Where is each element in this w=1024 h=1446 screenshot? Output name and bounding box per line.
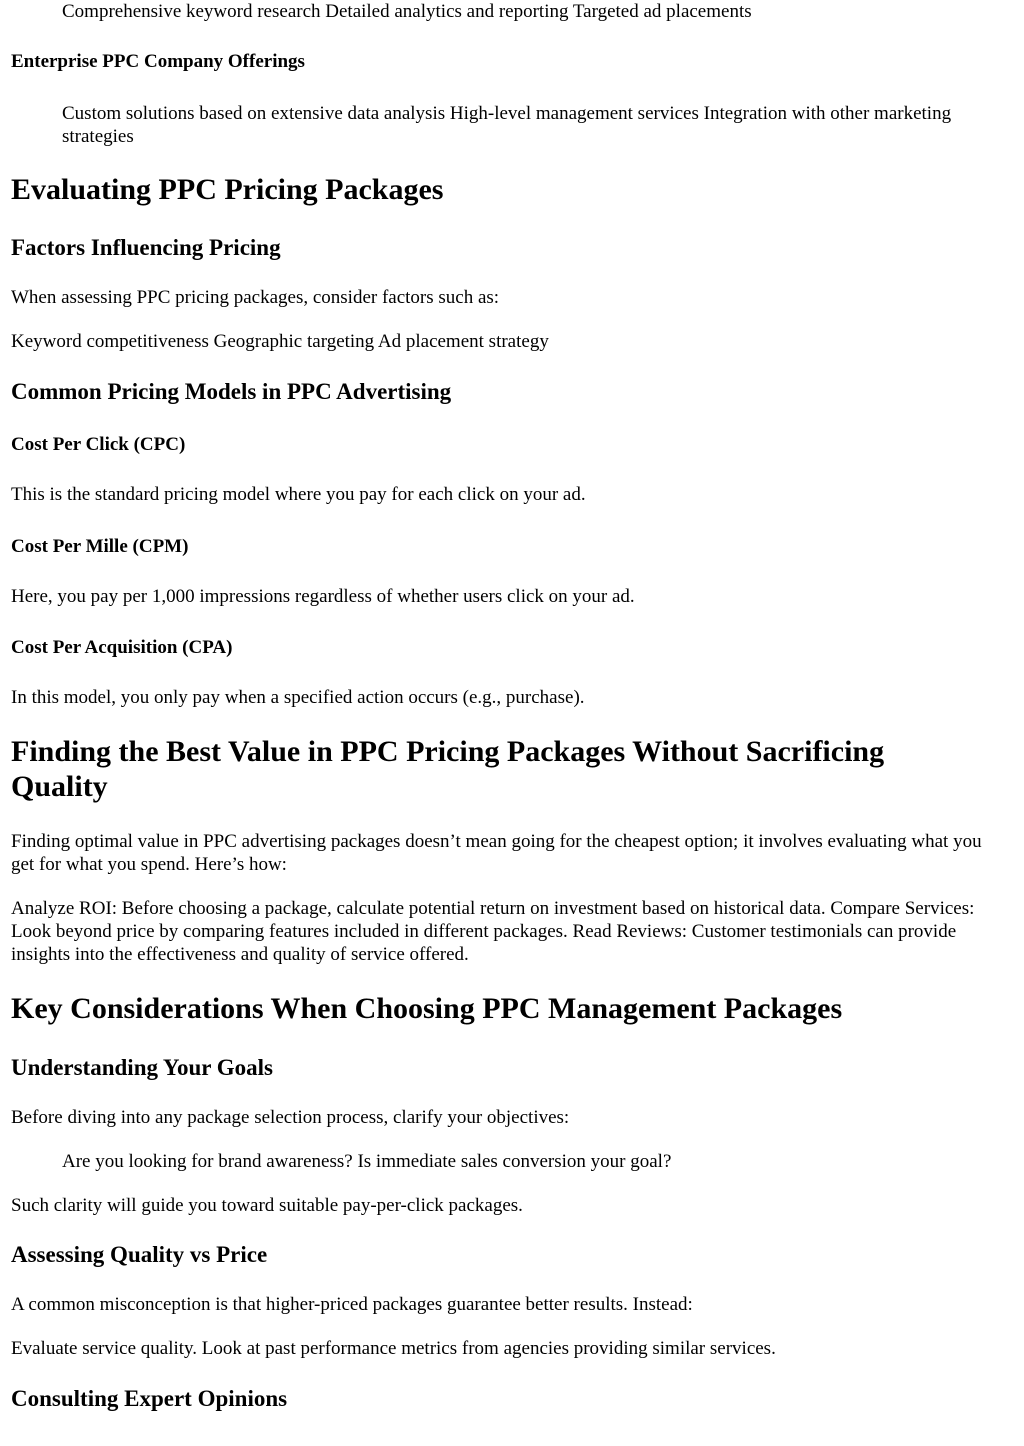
goals-list-text: Are you looking for brand awareness? Is immediate sales conversion your goal?	[62, 1151, 672, 1172]
considerations-heading: Key Considerations When Choosing PPC Management Packages	[11, 992, 843, 1025]
evaluating-heading: Evaluating PPC Pricing Packages	[11, 173, 444, 206]
quality-heading: Assessing Quality vs Price	[11, 1242, 268, 1267]
enterprise-heading: Enterprise PPC Company Offerings	[11, 51, 305, 72]
cpc-text: This is the standard pricing model where you pay for each click on your ad.	[11, 484, 586, 505]
goals-heading: Understanding Your Goals	[11, 1055, 274, 1080]
goals-intro-text: Before diving into any package selection process, clarify your objectives:	[11, 1107, 570, 1128]
factors-list-text: Keyword competitiveness Geographic targeting Ad placement strategy	[11, 331, 549, 352]
intro-list-text: Comprehensive keyword research Detailed analytics and reporting Targeted ad placements	[62, 1, 752, 22]
value-heading: Finding the Best Value in PPC Pricing Packages Without Sacrificing Quality	[11, 735, 885, 803]
quality-intro-text: A common misconception is that higher-priced packages guarantee better results. Instead:	[11, 1294, 693, 1315]
cpc-heading: Cost Per Click (CPC)	[11, 434, 186, 455]
goals-outro-text: Such clarity will guide you toward suitable pay-per-click packages.	[11, 1195, 523, 1216]
cpa-heading: Cost Per Acquisition (CPA)	[11, 637, 233, 658]
cpm-heading: Cost Per Mille (CPM)	[11, 536, 189, 557]
value-list-text: Analyze ROI: Before choosing a package, calculate potential return on investment based on historical data. Compare Services: Look beyond price by comparing features included in different packages. Read Reviews: Customer testimonials can provide insights into the effectiveness and quality of service offered.	[11, 898, 975, 965]
factors-heading: Factors Influencing Pricing	[11, 235, 281, 260]
enterprise-list-text: Custom solutions based on extensive data analysis High-level management services Integration with other marketing strategies	[62, 103, 952, 147]
quality-list-text: Evaluate service quality. Look at past performance metrics from agencies providing similar services.	[11, 1338, 776, 1359]
value-intro-text: Finding optimal value in PPC advertising packages doesn’t mean going for the cheapest option; it involves evaluating what you get for what you spend. Here’s how:	[11, 831, 982, 875]
cpm-text: Here, you pay per 1,000 impressions regardless of whether users click on your ad.	[11, 586, 635, 607]
models-heading: Common Pricing Models in PPC Advertising	[11, 379, 452, 404]
factors-intro-text: When assessing PPC pricing packages, consider factors such as:	[11, 287, 500, 308]
cpa-text: In this model, you only pay when a specified action occurs (e.g., purchase).	[11, 687, 585, 708]
expert-heading: Consulting Expert Opinions	[11, 1386, 288, 1411]
